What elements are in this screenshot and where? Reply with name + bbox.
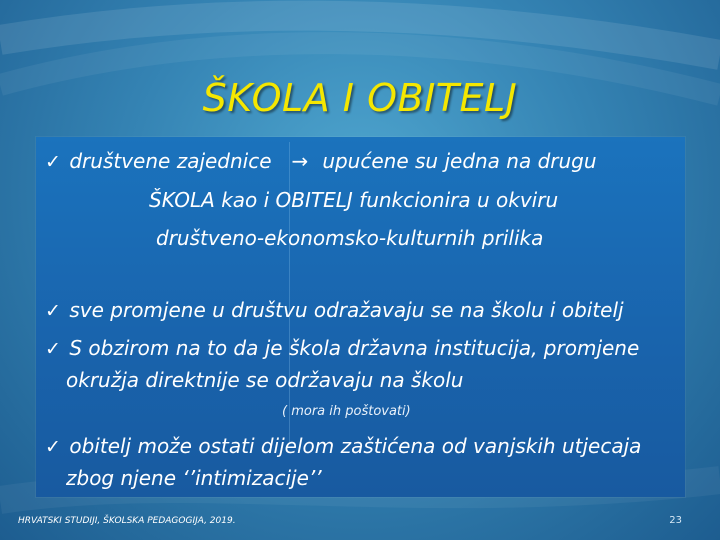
check-icon: ✓ bbox=[45, 300, 61, 322]
check-icon: ✓ bbox=[45, 436, 61, 458]
bullet-4-text: obitelj može ostati dijelom zaštićena od vanjskih utjecaja bbox=[69, 434, 642, 458]
check-icon: ✓ bbox=[45, 338, 61, 360]
bullet-2-text: sve promjene u društvu odražavaju se na školu i obitelj bbox=[69, 298, 624, 322]
bullet-4 bbox=[45, 433, 641, 460]
bullet-4-continuation: zbog njene ‘’intimizacije’’ bbox=[66, 466, 322, 490]
bullet-1-line-1: ŠKOLA kao i OBITELJ funkcionira u okviru bbox=[149, 188, 559, 212]
bullet-1-line-2: društveno-ekonomsko-kulturnih prilika bbox=[156, 226, 544, 250]
slide-title: ŠKOLA I OBITELJ bbox=[202, 76, 518, 120]
check-icon: ✓ bbox=[45, 151, 61, 173]
bullet-3 bbox=[45, 335, 639, 362]
bullet-2 bbox=[45, 297, 624, 324]
arrow-icon: → bbox=[291, 149, 309, 173]
footer-source: HRVATSKI STUDIJI, ŠKOLSKA PEDAGOGIJA, 2019. bbox=[18, 516, 236, 526]
bullet-1-lead: društvene zajednice bbox=[69, 149, 272, 173]
bullet-3-text: S obzirom na to da je škola državna institucija, promjene bbox=[69, 336, 640, 360]
bullet-1 bbox=[45, 148, 597, 175]
page-number: 23 bbox=[669, 515, 682, 526]
bullet-3-note: ( mora ih poštovati) bbox=[282, 404, 411, 419]
bullet-3-continuation: okružja direktnije se održavaju na školu bbox=[66, 368, 464, 392]
bullet-1-tail: upućene su jedna na drugu bbox=[322, 149, 597, 173]
